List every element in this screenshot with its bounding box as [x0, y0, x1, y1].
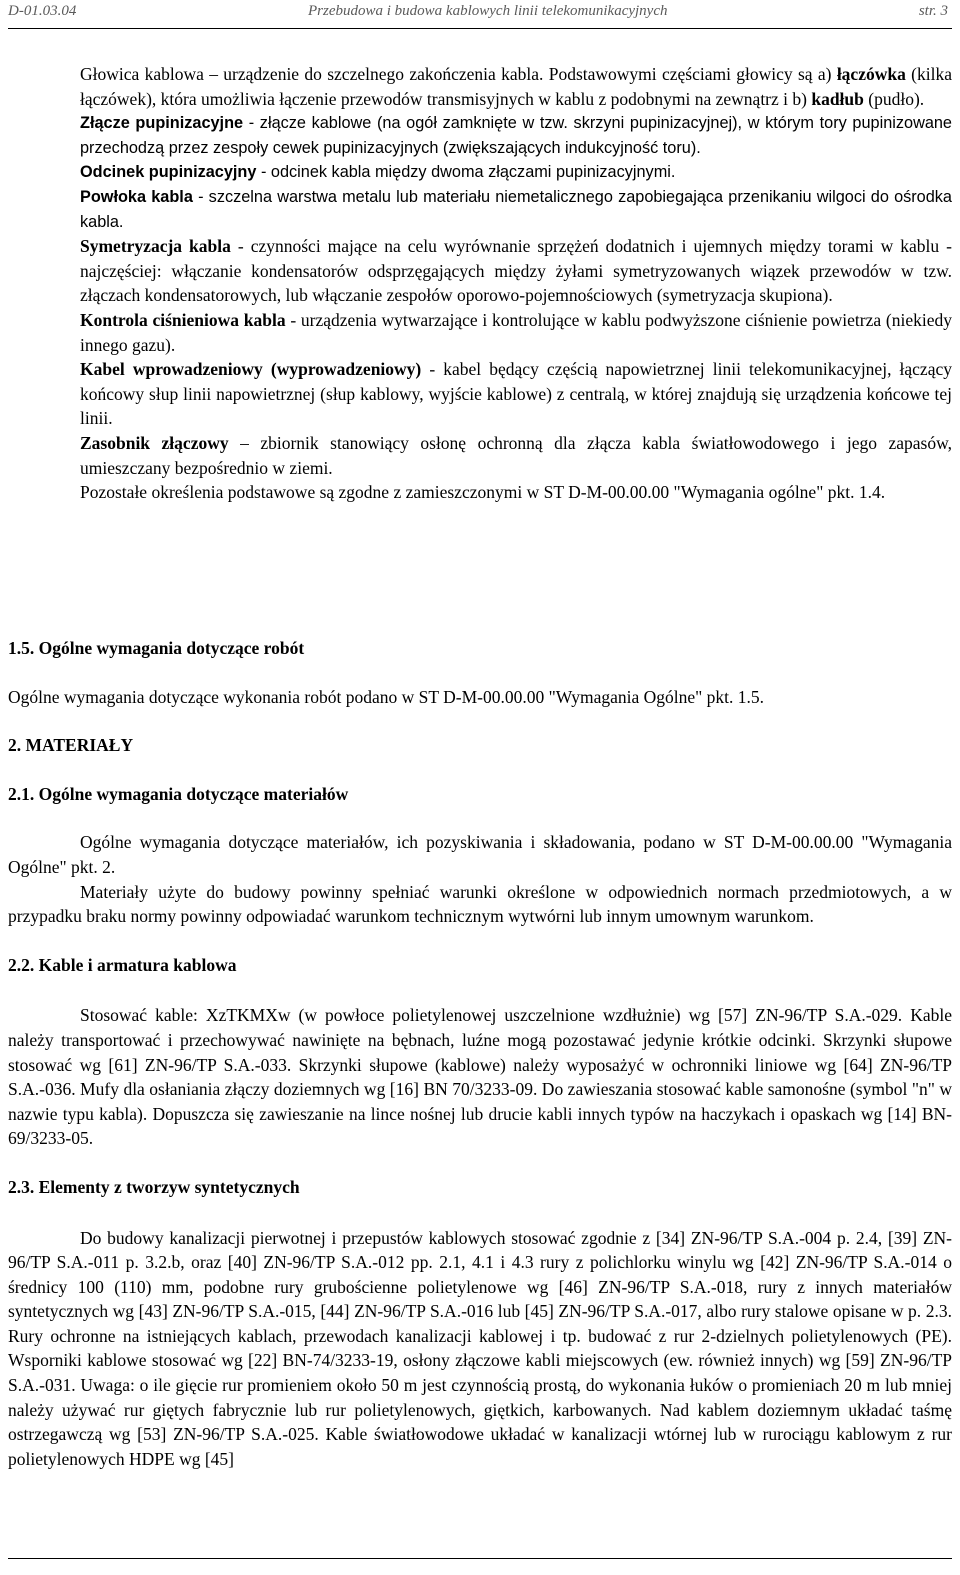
definition-text: - czynności mające na celu wyrównanie sprzężeń dodatnich i ujemnych między torami w kablu - najczęściej: włączanie kondensatorów odsprzęgających między żyłami symetryzowanych wiązek przewodów w tzw. złączach kondensatorowych, lub włączanie zespołów oporowo-pojemnościowych (symetryzacja skupiona).: [80, 236, 952, 306]
definition-text: - złącze kablowe (na ogół zamknięte w tzw. skrzyni pupinizacyjnej), w którym tory pupinizowane przechodzą przez zespoły cewek pupinizacyjnych (zwiększających indukcyjność toru).: [80, 114, 952, 157]
definition-term: Kabel wprowadzeniowy (wyprowadzeniowy): [80, 359, 422, 380]
definition-text: – zbiornik stanowiący osłonę ochronną dla złącza kabla światłowodowego i jego zapasów, umieszczany bezpośrednio w ziemi.: [80, 432, 952, 478]
definition-text: Pozostałe określenia podstawowe są zgodne z zamieszczonymi w ST D-M-00.00.00 "Wymagania ogólne" pkt. 1.4.: [80, 482, 886, 503]
definition-term: Złącze pupinizacyjne: [80, 114, 244, 133]
main-content: [8, 636, 952, 1471]
section-heading-2-1: 2.1. Ogólne wymagania dotyczące materiałów: [8, 783, 349, 804]
section-heading-2-2: 2.2. Kable i armatura kablowa: [8, 954, 237, 975]
page-header: [8, 0, 952, 29]
section-2-1-paragraph-1: Ogólne wymagania dotyczące materiałów, ich pozyskiwania i składowania, podano w ST D-M-00.00.00 "Wymagania Ogólne" pkt. 2.: [8, 832, 952, 877]
footer-divider: [8, 1558, 952, 1559]
definition-term: kadłub: [811, 88, 864, 109]
definition-text: - odcinek kabla między dwoma złączami pupinizacyjnymi.: [256, 163, 676, 182]
definition-text: Głowica kablowa – urządzenie do szczelnego zakończenia kabla. Podstawowymi częściami głowicy są a): [80, 64, 837, 84]
section-2-1-paragraph-2: Materiały użyte do budowy powinny spełniać warunki określone w odpowiednich normach przedmiotowych, a w przypadku braku normy powinny odpowiadać warunkom technicznym wytwórni lub innym umownym warunkom.: [8, 881, 952, 927]
definition-powloka-kabla: [80, 185, 952, 234]
definition-pozostale: [80, 480, 952, 505]
definition-text: - kabel będący częścią napowietrznej linii telekomunikacyjnej, łączący końcowy słup linii napowietrznej (słup kablowy, wyjście kablowe) z centralą, w której znajdują się urządzenia końcowe tej linii.: [80, 359, 952, 429]
definition-kabel-wprowadzeniowy: [80, 357, 952, 431]
section-1-5-text: Ogólne wymagania dotyczące wykonania robót podano w ST D-M-00.00.00 "Wymagania Ogólne" pkt. 1.5.: [8, 686, 765, 707]
definition-text: - urządzenia wytwarzające i kontrolujące w kablu podwyższone ciśnienie powietrza (niekiedy innego gazu).: [80, 309, 952, 355]
definition-term: Odcinek pupinizacyjny: [80, 163, 257, 182]
definition-text: (pudło).: [863, 88, 925, 109]
section-heading-2: 2. MATERIAŁY: [8, 735, 134, 756]
definition-text: (kilka łączówek), która umożliwia łączenie przewodów transmisyjnych w kablu z podobnymi na zewnątrz i b): [80, 64, 952, 109]
definition-term: Kontrola ciśnieniowa kabla: [80, 309, 286, 330]
definition-term: Symetryzacja kabla: [80, 236, 231, 257]
section-2-3-paragraph-1: Do budowy kanalizacji pierwotnej i przepustów kablowych stosować zgodnie z [34] ZN-96/TP S.A.-004 p. 2.4, [39] ZN-96/TP S.A.-011 p. 3.2.b, oraz [40] ZN-96/TP S.A.-012 pp. 2.1, 4.1 i 4.3 rury z polichlorku winylu wg [42] ZN-96/TP S.A.-014 o średnicy 100 (110) mm, podobne rury grubościenne polietylenowe wg [46] ZN-96/TP S.A.-018, rury z innych materiałów syntetycznych wg [43] ZN-96/TP S.A.-015, [44] ZN-96/TP S.A.-016 lub [45] ZN-96/TP S.A.-017, albo rury stalowe opisane w p. 2.3. Rury ochronne na istniejących kablach, przewodach kanalizacji kablowej i tp. budować z rur 2-dzielnych polietylenowych (PE). Wsporniki kablowe stosować wg [22] BN-74/3233-19, osłony złączowe kabli miejscowych (ew. również innych) wg [59] ZN-96/TP S.A.-031. Uwaga: o ile gięcie rur promieniem około 50 m jest czynnością prostą, do wykonania łuków o promieniach 20 m lub mniej należy używać rur giętych fabrycznie lub rur polietylenowych, giętkich, karbowanych. Nad kablem doziemnym układać taśmę ostrzegawczą wg [53] ZN-96/TP S.A.-025. Kable światłowodowe układać w kanalizacji wtórnej lub w rurociągu kablowym z rur polietylenowych HDPE wg [45]: [8, 1227, 952, 1469]
section-2-2-paragraph-1: Stosować kable: XzTKMXw (w powłoce polietylenowej uszczelnione wzdłużnie) wg [57] ZN-96/TP S.A.-029. Kable należy transportować i przechowywać nawinięte na bębnach, luźne mogą pozostawać jedynie krótkie odcinki. Skrzynki słupowe stosować wg [61] ZN-96/TP S.A.-033. Skrzynki słupowe (kablowe) należy wyposażyć w ochronniki liniowe wg [64] ZN-96/TP S.A.-036. Mufy dla osłaniania złączy doziemnych wg [16] BN 70/3233-09. Do zawieszania stosować kable samonośne (symbol "n" w nazwie typu kabla). Dopuszcza się zawieszanie na lince nośnej lub drucie kabli innych typów na haczykach i opaskach wg [14] BN-69/3233-05.: [8, 1005, 952, 1149]
definition-term: Zasobnik złączowy: [80, 432, 229, 453]
definition-odcinek-pupinizacyjny: [80, 160, 952, 185]
definition-glowica-kablowa: [80, 62, 952, 111]
document-title: Przebudowa i budowa kablowych linii telekomunikacyjnych: [308, 3, 668, 19]
definition-text: - szczelna warstwa metalu lub materiału niemetalicznego zapobiegająca przenikaniu wilgoci do ośrodka kabla.: [80, 187, 952, 231]
definitions-block: [80, 62, 952, 505]
page-number: str. 3: [918, 3, 948, 19]
definition-zlacze-pupinizacyjne: [80, 111, 952, 160]
definition-zasobnik-zlaczowy: [80, 431, 952, 480]
definition-kontrola-cisnieniowa: [80, 308, 952, 357]
definition-term: łączówka: [836, 64, 906, 84]
definition-symetryzacja-kabla: [80, 234, 952, 308]
section-heading-1-5: 1.5. Ogólne wymagania dotyczące robót: [8, 638, 305, 658]
document-code: D-01.03.04: [8, 3, 77, 19]
definition-term: Powłoka kabla: [80, 187, 193, 206]
section-heading-2-3: 2.3. Elementy z tworzyw syntetycznych: [8, 1176, 300, 1197]
